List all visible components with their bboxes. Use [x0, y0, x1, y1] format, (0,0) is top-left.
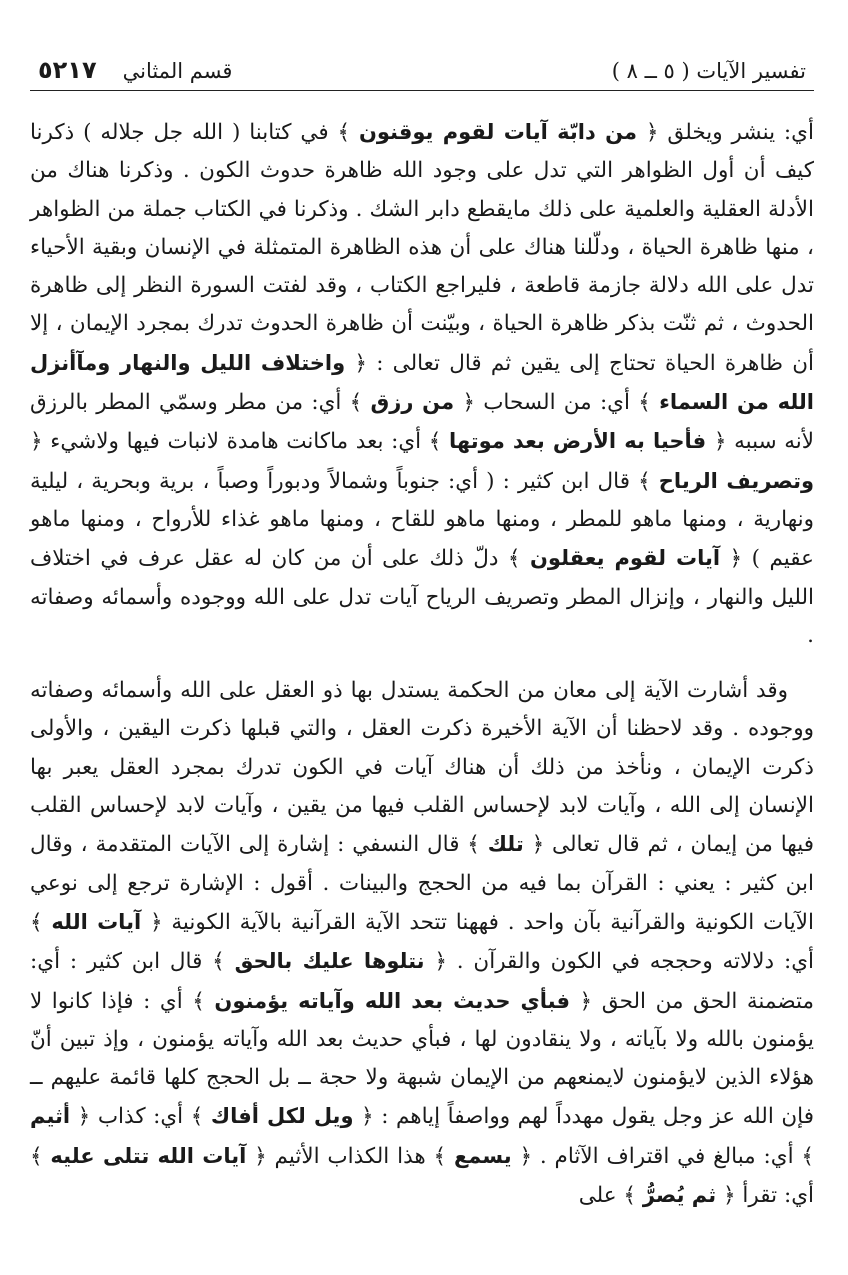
- commentary-text: وقد أشارت الآية إلى معان من الحكمة يستدل بها ذو العقل على الله وأسمائه وصفاته ووجوده . وقد لاحظنا أن الآية الأخيرة ذكرت العقل ، والتي قبلها ذكرت اليقين ، والأولى ذكرت الإيمان ، ونأخذ من ذلك أن هناك آيات في الكون تدرك بمجرد العقل يعبر بها الإنسان إلى الله ، وآيات لابد لإحساس القلب فيها من يقين ، وآيات لابد لإحساس القلب فيها من إيمان ، ثم قال تعالى ﴿: [30, 678, 814, 858]
- quran-quote: من رزق: [370, 390, 455, 415]
- commentary-text: ﴾ في كتابنا ( الله جل جلاله ) ذكرنا كيف أن أول الظواهر التي تدل على وجود الله ظاهرة حدوث الكون . وذكرنا هناك من الأدلة العقلية والعلمية على ذلك مايقطع دابر الشك . وذكرنا في الكتاب جملة من الظواهر ، منها ظاهرة الحياة ، ودلّلنا هناك على أن هذه الظاهرة المتمثلة في الإنسان وبقية الأحياء تدل على الله دلالة جازمة قاطعة ، فليراجع الكتاب ، وقد لفتت السورة النظر إلى ظاهرة الحدوث ، ثم ثنّت بذكر ظاهرة الحياة ، وبيّنت أن ظاهرة الحدوث تدرك بمجرد الإيمان ، إلا أن ظاهرة الحياة تحتاج إلى يقين ثم قال تعالى : ﴿: [30, 120, 814, 376]
- body-text: [30, 113, 814, 1215]
- quran-quote: ثم يُصرُّ: [642, 1183, 717, 1208]
- commentary-text: ﴾ أي: مبالغ في اقتراف الآثام . ﴿: [511, 1143, 814, 1169]
- commentary-text: ﴾ أي : فإذا كانوا لا يؤمنون بالله ولا بآياته ، ولا ينقادون لها ، فبأي حديث بعد الله وآياته يؤمنون ، وإذ تبين أنّ هؤلاء الذين لايؤمنون لايمنعهم من الإيمان شبهة ولا حجة ــ بل الحجج كلها قائمة عليهم ــ فإن الله عز وجل يقول مهدداً لهم وواصفاً إياهم : ﴿: [30, 988, 814, 1130]
- section-name: قسم المثاني: [122, 59, 233, 83]
- paragraph: [30, 672, 814, 1215]
- quran-quote: ويل لكل أفاك: [210, 1104, 354, 1129]
- commentary-text: ﴾ هذا الكذاب الأثيم ﴿: [246, 1143, 454, 1169]
- commentary-text: ﴾ دلّ ذلك على أن من كان له عقل عرف في اختلاف الليل والنهار ، وإنزال المطر وتصريف الرياح آيات تدل على الله ووجوده وأسمائه وصفاته .: [30, 546, 814, 648]
- page-header: [30, 56, 814, 91]
- quran-quote: نتلوها عليك بالحق: [234, 949, 425, 974]
- quran-quote: آيات الله تتلى عليه: [50, 1143, 247, 1168]
- commentary-text: ﴾ أي: تقرأ ﴿: [30, 1143, 814, 1209]
- commentary-text: ﴾ على: [578, 1183, 643, 1209]
- commentary-text: أي: ينشر ويخلق ﴿: [637, 120, 814, 145]
- quran-quote: آيات الله: [51, 909, 142, 934]
- commentary-text: ﴾ قال ابن كثير : ( أي: جنوباً وشمالاً ودبوراً وصباً ، برية وبحرية ، ليلية ونهارية ، ومنها ماهو للمطر ، ومنها ماهو للقاح ، ومنها ماهو غذاء للأرواح ، ومنها ماهو عقيم ) ﴿: [30, 468, 814, 572]
- quran-quote: أثيم: [30, 1104, 71, 1129]
- commentary-text: ﴾ أي: دلالاته وحججه في الكون والقرآن . ﴿: [30, 909, 814, 975]
- running-title: تفسير الآيات ( ٥ ــ ٨ ): [611, 59, 806, 83]
- commentary-text: ﴾ أي: كذاب ﴿: [70, 1104, 211, 1130]
- paragraph: [30, 113, 814, 655]
- quran-quote: واختلاف الليل والنهار ومآأنزل الله من السماء: [30, 350, 814, 415]
- commentary-text: ﴾ قال النسفي : إشارة إلى الآيات المتقدمة ، وقال ابن كثير : يعني : القرآن بما فيه من الحجج والبينات . أقول : الإشارة ترجع إلى نوعي الآيات الكونية والقرآنية بآن واحد . فههنا تتحد الآية القرآنية بالآية الكونية ﴿: [30, 832, 814, 935]
- commentary-text: ﴾ أي: من مطر وسمّي المطر بالرزق لأنه سببه ﴿: [30, 390, 815, 455]
- quran-quote: فبأي حديث بعد الله وآياته يؤمنون: [214, 988, 570, 1013]
- quran-quote: من دابّة آيات لقوم يوقنون: [358, 120, 637, 144]
- header-left-group: [38, 56, 232, 84]
- commentary-text: ﴾ أي: بعد ماكانت هامدة لانبات فيها ولاشيء ﴿: [30, 429, 450, 455]
- quran-quote: وتصريف الرياح: [658, 468, 815, 493]
- commentary-text: ﴾ قال ابن كثير : أي: متضمنة الحق من الحق ﴿: [30, 949, 814, 1014]
- quran-quote: تلك: [487, 832, 524, 857]
- commentary-text: ﴾ أي: من السحاب ﴿: [454, 390, 660, 416]
- quran-quote: يسمع: [453, 1143, 512, 1168]
- page-number: ٥٢١٧: [38, 56, 97, 84]
- quran-quote: آيات لقوم يعقلون: [530, 546, 721, 571]
- quran-quote: فأحيا به الأرض بعد موتها: [449, 429, 707, 454]
